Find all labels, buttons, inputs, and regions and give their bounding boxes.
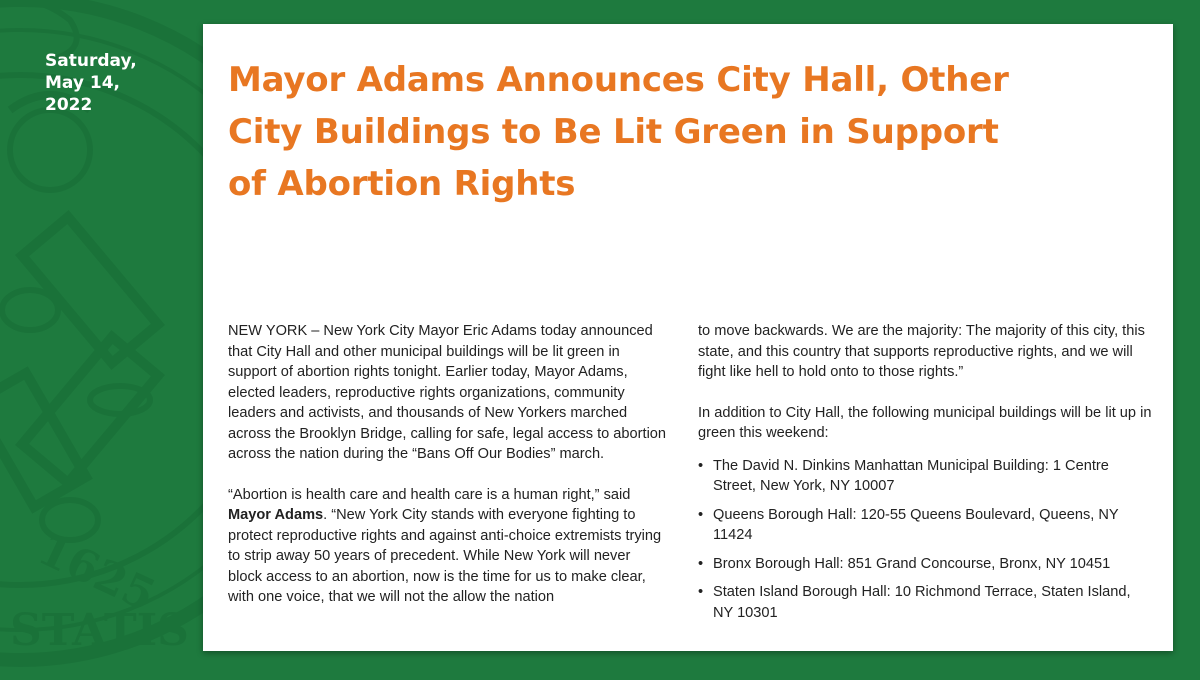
quote-speaker: Mayor Adams [228, 507, 324, 523]
left-column [228, 321, 668, 628]
right-column [698, 321, 1153, 631]
buildings-list [698, 456, 1153, 624]
list-item: • Staten Island Borough Hall: 10 Richmond Terrace, Staten Island, NY 10301 [698, 582, 1153, 623]
quote-continued: to move backwards. We are the majority: The majority of this city, this state, and this country that supports reproductive rights, and we will fight like hell to hold onto to those rights.” [698, 323, 1145, 380]
quote-lead: “Abortion is health care and health care is a human right,” said [228, 486, 631, 503]
buildings-intro: In addition to City Hall, the following municipal buildings will be lit up in green this weekend: [698, 404, 1152, 441]
date-month-day: May 14, [45, 73, 120, 93]
intro-paragraph: NEW YORK – New York City Mayor Eric Adams today announced that City Hall and other municipal buildings will be lit green in support of abortion rights tonight. Earlier today, Mayor Adams, elected leaders, reproductive rights organizations, community leaders and activists, and thousands of New Yorkers marched across the Brooklyn Bridge, calling for safe, legal access to abortion across the nation during the “Bans Off Our Bodies” march. [228, 323, 667, 462]
list-item: • The David N. Dinkins Manhattan Municipal Building: 1 Centre Street, New York, NY 10007 [698, 456, 1153, 497]
seal-motto-text: STATIS [10, 605, 189, 656]
quote-body: . “New York City stands with everyone fighting to protect reproductive rights and against anti-choice extremists trying to strip away 50 years of precedent. While New York will never block access to an abortion, now is the time for us to make clear, with one voice, that we will not the allow the nation [228, 507, 662, 605]
date-year: 2022 [45, 95, 93, 115]
headline-line-1: Mayor Adams Announces City Hall, Other [228, 60, 1009, 100]
headline-line-3: of Abortion Rights [228, 164, 576, 204]
quote-paragraph [228, 485, 668, 608]
headline [228, 54, 1068, 210]
list-item: • Queens Borough Hall: 120-55 Queens Boulevard, Queens, NY 11424 [698, 505, 1153, 546]
seal-year-text: 1625 [30, 523, 163, 622]
date-weekday: Saturday, [45, 51, 137, 71]
headline-line-2: City Buildings to Be Lit Green in Support [228, 112, 999, 152]
list-item: • Bronx Borough Hall: 851 Grand Concourse, Bronx, NY 10451 [698, 554, 1153, 575]
date-label [45, 50, 195, 116]
press-release-card [203, 24, 1173, 651]
